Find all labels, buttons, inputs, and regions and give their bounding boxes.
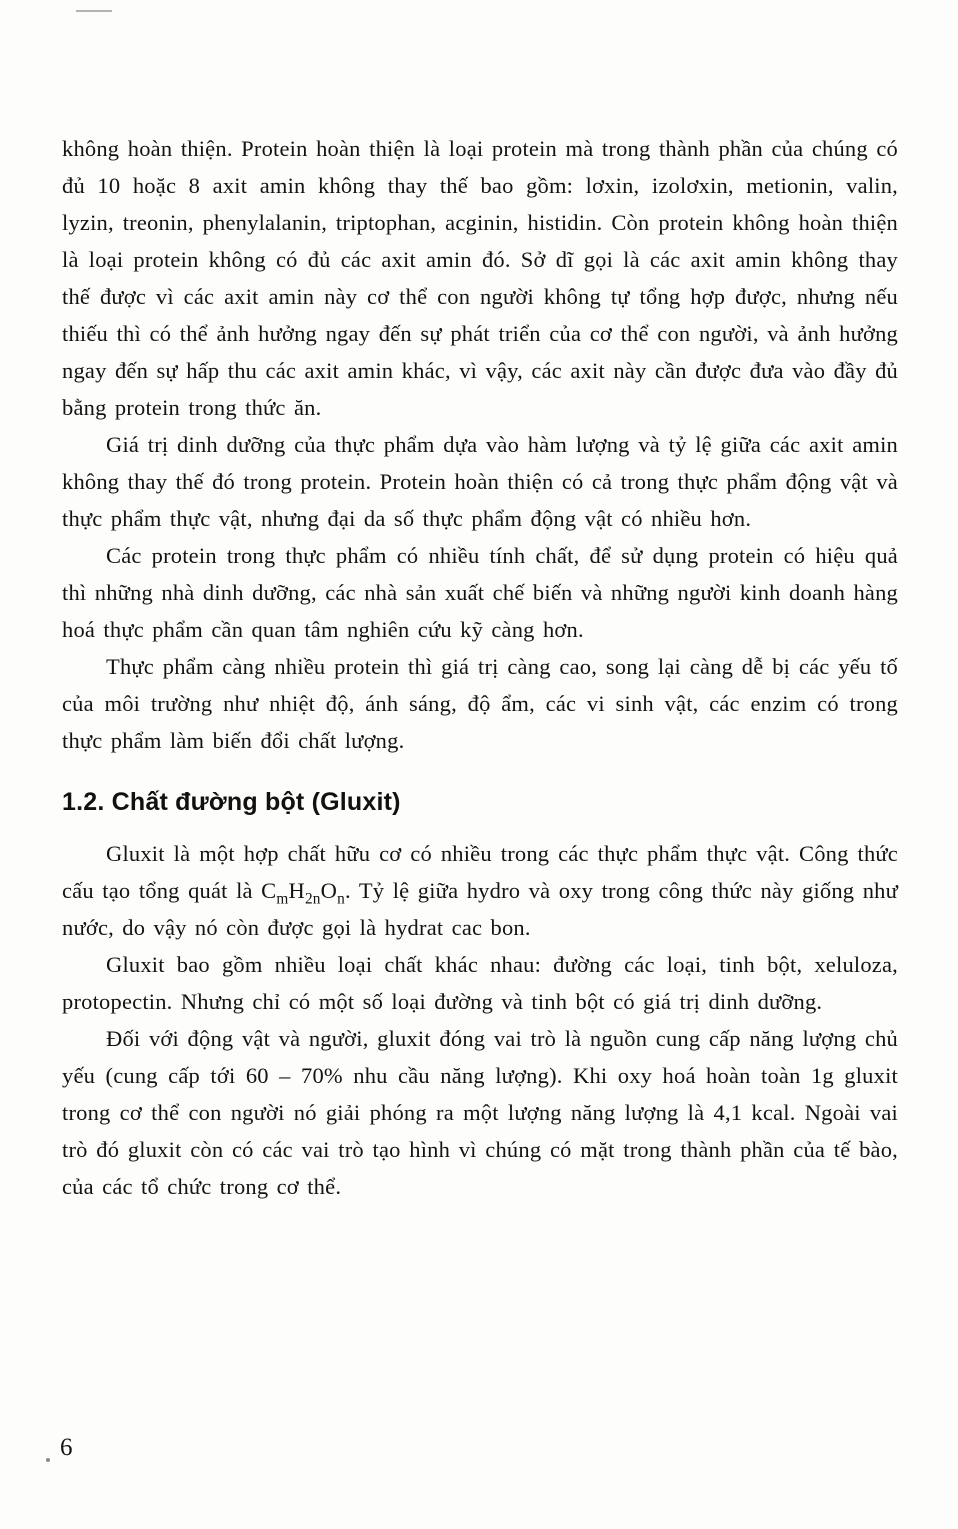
gluxit-intro-text-pre: Gluxit là một hợp chất hữu cơ có nhiều trong các thực phẩm thực vật. Công thức cấu tạo tổng quát là [62,841,898,903]
chemical-formula-gluxit: $C_mH_{2n}O_n$ [261,878,345,908]
paragraph-gluxit-energy: Đối với động vật và người, gluxit đóng vai trò là nguồn cung cấp năng lượng chủ yếu (cung cấp tới 60 – 70% nhu cầu năng lượng). Khi oxy hoá hoàn toàn 1g gluxit trong cơ thể con người nó giải phóng ra một lượng năng lượng là 4,1 kcal. Ngoài vai trò đó gluxit còn có các vai trò tạo hình vì chúng có mặt trong thành phần của tế bào, của các tổ chức trong cơ thể. [62,1026,898,1199]
paragraph-protein-degradation: Thực phẩm càng nhiều protein thì giá trị càng cao, song lại càng dễ bị các yếu tố của môi trường như nhiệt độ, ánh sáng, độ ẩm, các vi sinh vật, các enzim có trong thực phẩm làm biến đổi chất lượng. [62,654,898,753]
page-content [62,130,898,1205]
paragraph-gluxit-intro [62,835,898,946]
scan-artifact-dot [46,1458,50,1462]
scan-artifact-line [76,10,112,12]
paragraph-gluxit-types: Gluxit bao gồm nhiều loại chất khác nhau: đường các loại, tinh bột, xeluloza, protopectin. Nhưng chỉ có một số loại đường và tinh bột có giá trị dinh dưỡng. [62,952,898,1014]
page-number: 6 [60,1434,73,1461]
paragraph-nutrition-value: Giá trị dinh dưỡng của thực phẩm dựa vào hàm lượng và tỷ lệ giữa các axit amin không thay thế đó trong protein. Protein hoàn thiện có cả trong thực phẩm động vật và thực phẩm thực vật, nhưng đại da số thực phẩm động vật có nhiều hơn. [62,432,898,531]
section-heading-1-2-gluxit: 1.2. Chất đường bột (Gluxit) [62,788,401,816]
paragraph-protein-completeness: không hoàn thiện. Protein hoàn thiện là loại protein mà trong thành phần của chúng có đủ 10 hoặc 8 axit amin không thay thế bao gồm: lơxin, izolơxin, metionin, valin, lyzin, treonin, phenylalanin, triptophan, acginin, histidin. Còn protein không hoàn thiện là loại protein không có đủ các axit amin đó. Sở dĩ gọi là các axit amin không thay thế được vì các axit amin này cơ thể con người không tự tổng hợp được, nhưng nếu thiếu thì có thể ảnh hưởng ngay đến sự phát triển của cơ thể con người, và ảnh hưởng ngay đến sự hấp thu các axit amin khác, vì vậy, các axit này cần được đưa vào đầy đủ bằng protein trong thức ăn. [62,136,898,420]
paragraph-protein-properties: Các protein trong thực phẩm có nhiều tính chất, để sử dụng protein có hiệu quả thì những nhà dinh dưỡng, các nhà sản xuất chế biến và những người kinh doanh hàng hoá thực phẩm cần quan tâm nghiên cứu kỹ càng hơn. [62,543,898,642]
gluxit-intro-text-post: . Tỷ lệ giữa hydro và oxy trong công thức này giống như nước, do vậy nó còn được gọi là hydrat cac bon. [62,878,898,940]
